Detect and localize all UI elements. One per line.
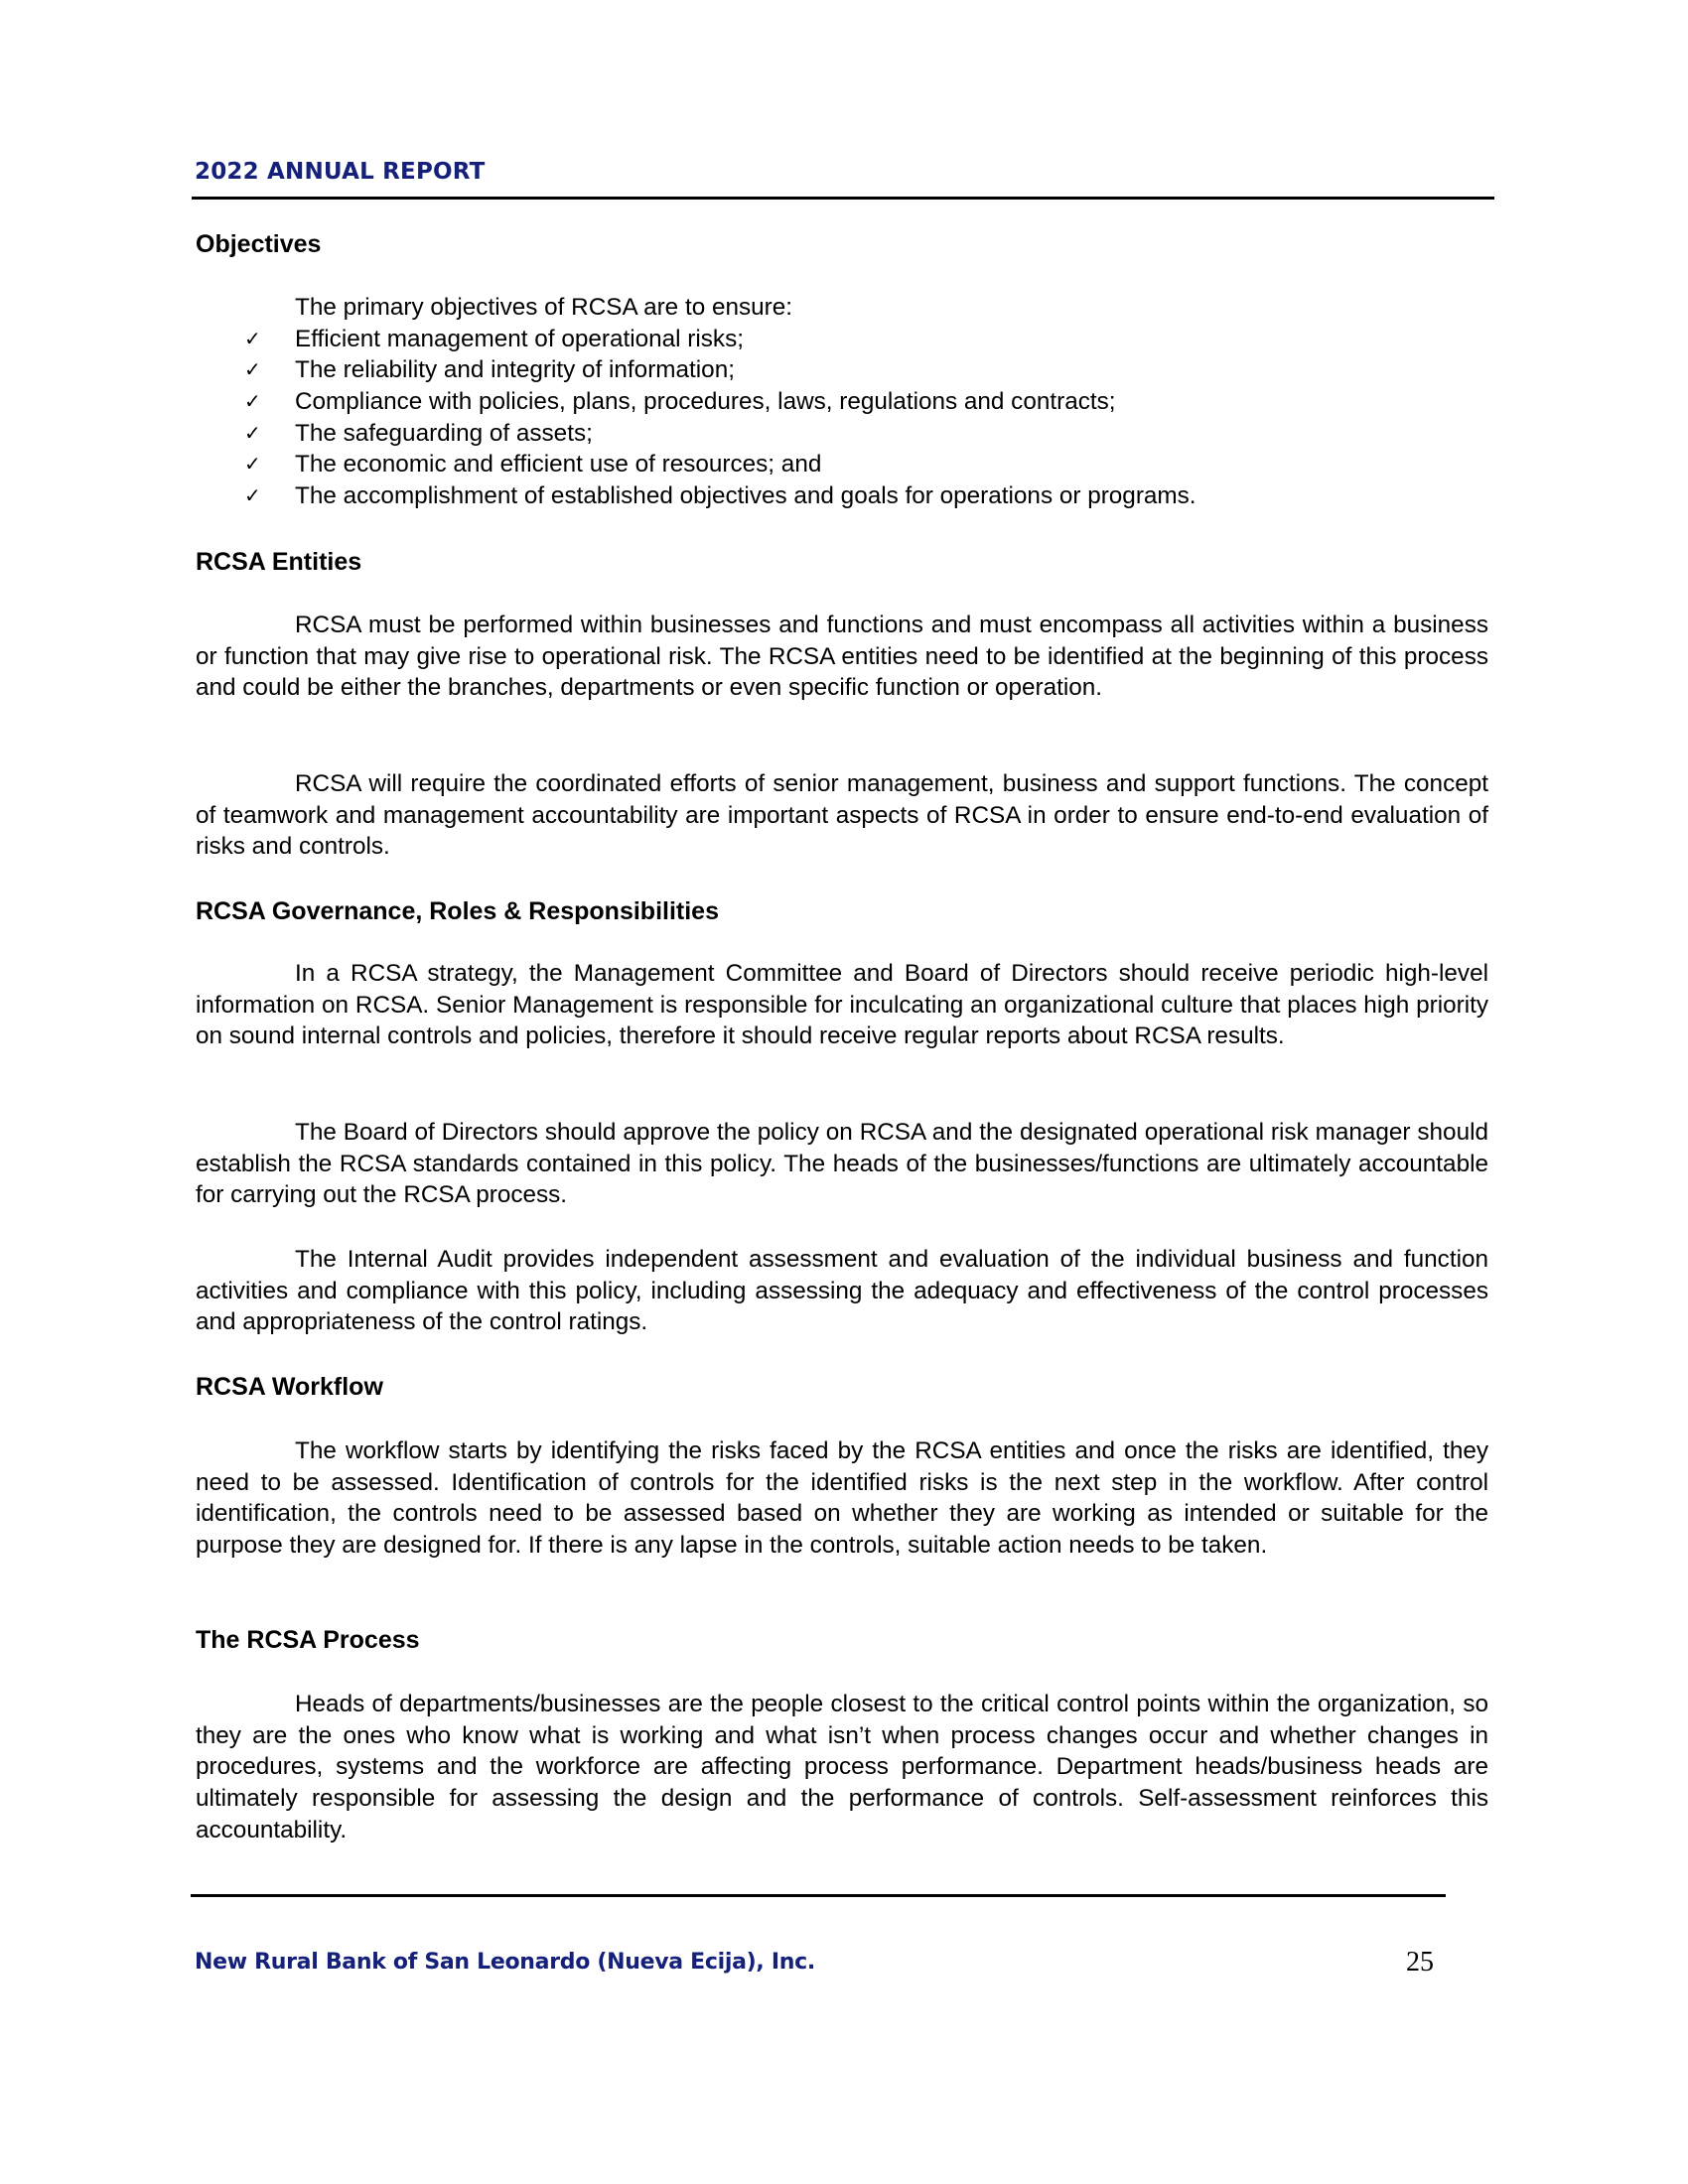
check-mark-icon: ✓ — [244, 420, 261, 445]
heading-rcsa-workflow: RCSA Workflow — [196, 1373, 383, 1401]
check-mark-icon: ✓ — [244, 389, 261, 414]
footer-organization-name: New Rural Bank of San Leonardo (Nueva Ecija), Inc. — [195, 1950, 815, 1975]
list-item-text: The safeguarding of assets; — [295, 419, 593, 447]
header-rule — [192, 197, 1494, 200]
page-number: 25 — [1406, 1947, 1434, 1978]
list-item-text: The accomplishment of established objectives and goals for operations or programs. — [295, 482, 1196, 510]
list-item-text: Efficient management of operational risks; — [295, 325, 744, 352]
check-mark-icon: ✓ — [244, 483, 261, 508]
check-mark-icon: ✓ — [244, 357, 261, 382]
heading-objectives: Objectives — [196, 230, 322, 258]
list-item-text: The economic and efficient use of resources; and — [295, 451, 822, 478]
paragraph-governance-3: The Internal Audit provides independent assessment and evaluation of the individual business and function activities and compliance with this policy, including assessing the adequacy and effectiveness of the control processes and appropriateness of the control ratings. — [196, 1246, 1488, 1336]
check-mark-icon: ✓ — [244, 326, 261, 350]
heading-rcsa-entities: RCSA Entities — [196, 548, 362, 576]
running-header-title: 2022 ANNUAL REPORT — [195, 159, 486, 185]
list-item-text: The reliability and integrity of information; — [295, 356, 735, 384]
heading-rcsa-process: The RCSA Process — [196, 1626, 420, 1654]
check-mark-icon: ✓ — [244, 452, 261, 477]
paragraph-process-1: Heads of departments/businesses are the people closest to the critical control points within the organization, so they are the ones who know what is working and what isn’t when process changes occur and whether changes in procedures, systems and the workforce are affecting process performance. Department heads/business heads are ultimately responsible for assessing the design and the performance of controls. Self-assessment reinforces this accountability. — [196, 1691, 1488, 1843]
paragraph-governance-2: The Board of Directors should approve the policy on RCSA and the designated operational risk manager should establish the RCSA standards contained in this policy. The heads of the businesses/functions are ultimately accountable for carrying out the RCSA process. — [196, 1119, 1488, 1209]
paragraph-entities-1: RCSA must be performed within businesses and functions and must encompass all activities within a business or function that may give rise to operational risk. The RCSA entities need to be identified at the beginning of this process and could be either the branches, departments or even specific function or operation. — [196, 612, 1488, 702]
heading-rcsa-governance: RCSA Governance, Roles & Responsibilities — [196, 897, 719, 925]
paragraph-governance-1: In a RCSA strategy, the Management Committee and Board of Directors should receive periodic high-level information on RCSA. Senior Management is responsible for inculcating an organizational culture that places high priority on sound internal controls and policies, therefore it should receive regular reports about RCSA results. — [196, 960, 1488, 1050]
paragraph-entities-2: RCSA will require the coordinated efforts of senior management, business and support functions. The concept of teamwork and management accountability are important aspects of RCSA in order to ensure end-to-end evaluation of risks and controls. — [196, 770, 1488, 861]
list-item-text: Compliance with policies, plans, procedures, laws, regulations and contracts; — [295, 388, 1116, 416]
objectives-intro: The primary objectives of RCSA are to ensure: — [295, 294, 793, 321]
footer-rule — [191, 1894, 1446, 1897]
paragraph-workflow-1: The workflow starts by identifying the risks faced by the RCSA entities and once the risks are identified, they need to be assessed. Identification of controls for the identified risks is the next step in the workflow. After control identification, the controls need to be assessed based on whether they are working as intended or suitable for the purpose they are designed for. If there is any lapse in the controls, suitable action needs to be taken. — [196, 1437, 1488, 1560]
